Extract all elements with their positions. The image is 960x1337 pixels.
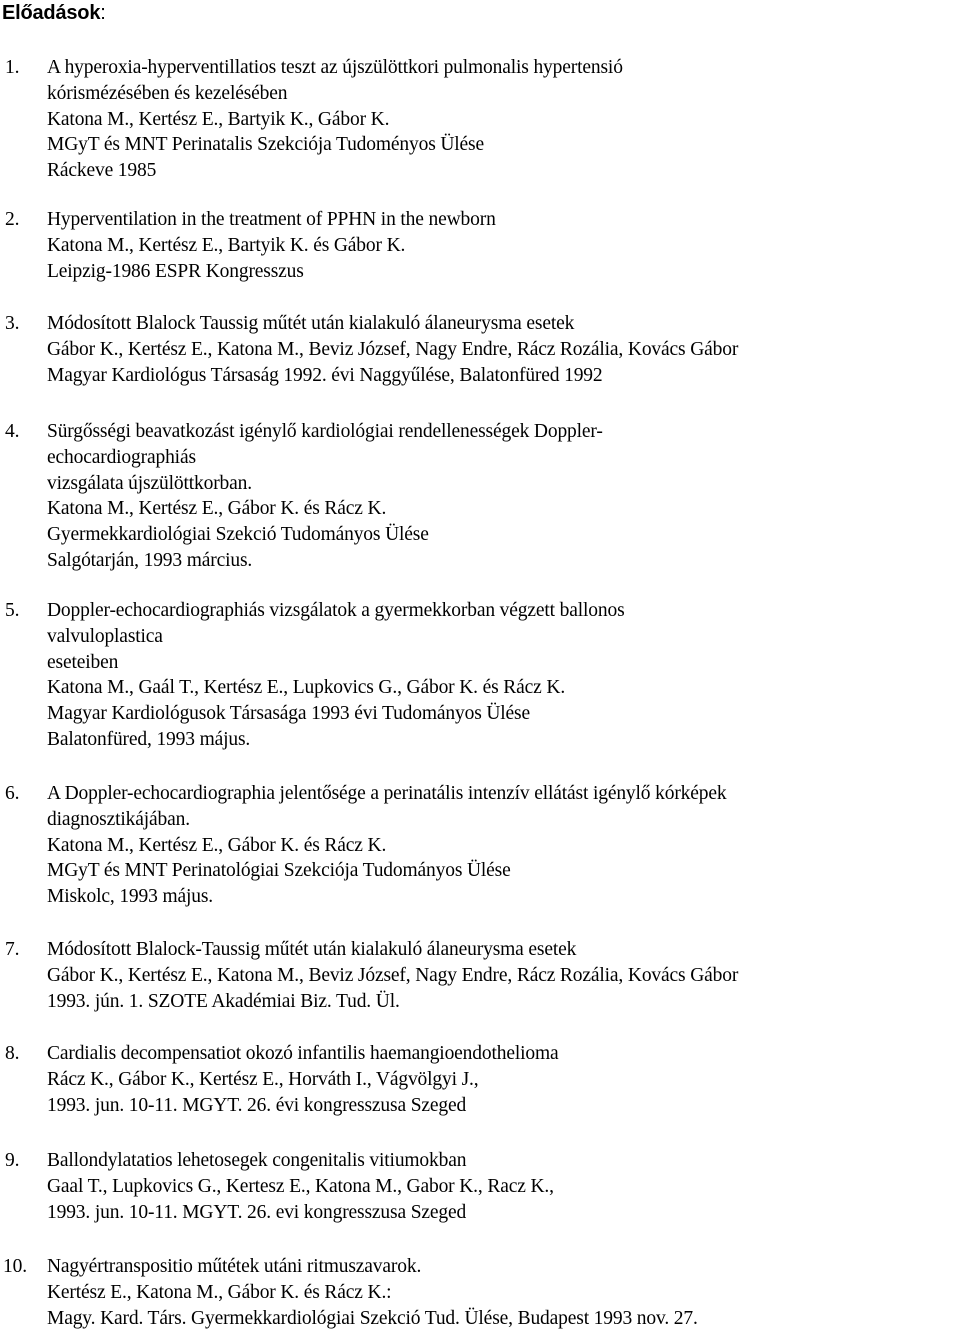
list-item-body: [47, 311, 738, 388]
list-item-number: 7.: [5, 939, 20, 960]
list-item-number: 4.: [5, 421, 20, 442]
list-item-line: MGyT és MNT Perinatalis Szekciója Tudoményos Ülése: [47, 134, 485, 156]
list-item-number: 9.: [5, 1150, 20, 1171]
list-item-number: 2.: [5, 209, 20, 230]
list-item-line: Gyermekkardiológiai Szekció Tudományos Ülése: [47, 524, 429, 546]
list-item-line: Gaal T., Lupkovics G., Kertesz E., Katona M., Gabor K., Racz K.,: [47, 1175, 554, 1197]
list-item-line: Kertész E., Katona M., Gábor K. és Rácz K.:: [47, 1281, 392, 1303]
list-item-line: Magyar Kardiológus Társaság 1992. évi Naggyűlése, Balatonfüred 1992: [47, 364, 603, 386]
list-item-line: Doppler-echocardiographiás vizsgálatok a gyermekkorban végzett ballonos: [47, 600, 625, 621]
list-item-line: Salgótarján, 1993 március.: [47, 549, 253, 571]
list-item-body: [47, 55, 623, 184]
list-item-line: Katona M., Kertész E., Bartyik K. és Gábor K.: [47, 234, 406, 256]
list-item-line: Katona M., Gaál T., Kertész E., Lupkovics G., Gábor K. és Rácz K.: [47, 677, 566, 699]
list-item-body: [47, 1148, 554, 1225]
list-item-line: Magy. Kard. Társ. Gyermekkardiológiai Szekció Tud. Ülése, Budapest 1993 nov. 27.: [47, 1307, 698, 1329]
list-item-line: Módosított Blalock Taussig műtét után kialakuló álaneurysma esetek: [47, 313, 575, 334]
list-item-line: Nagyértranspositio műtétek utáni ritmuszavarok.: [47, 1256, 422, 1277]
heading-text: Előadások: [2, 2, 101, 24]
list-item-line: A Doppler-echocardiographia jelentősége a perinatális intenzív ellátást igénylő kórképek: [47, 783, 727, 804]
list-item-line: Hyperventilation in the treatment of PPHN in the newborn: [47, 209, 496, 230]
list-item-number: 8.: [5, 1043, 20, 1064]
list-item-body: [47, 207, 496, 284]
list-item-line: Magyar Kardiológusok Társasága 1993 évi Tudományos Ülése: [47, 703, 531, 725]
list-item-number: 10.: [3, 1256, 27, 1277]
list-item-number: 1.: [5, 57, 20, 78]
list-item-line: Rácz K., Gábor K., Kertész E., Horváth I., Vágvölgyi J.,: [47, 1068, 479, 1090]
list-item-line: vizsgálata újszülöttkorban.: [47, 472, 252, 494]
section-heading: [2, 0, 106, 26]
list-item-line: Módosított Blalock-Taussig műtét után kialakuló álaneurysma esetek: [47, 939, 577, 960]
list-item-line: Katona M., Kertész E., Bartyik K., Gábor K.: [47, 108, 390, 130]
list-item-line: Balatonfüred, 1993 május.: [47, 728, 251, 750]
list-item-number: 5.: [5, 600, 20, 621]
list-item-line: Katona M., Kertész E., Gábor K. és Rácz K.: [47, 498, 387, 520]
heading-colon: :: [100, 2, 106, 24]
list-item-line: diagnosztikájában.: [47, 808, 190, 830]
list-item-body: [47, 419, 603, 574]
list-item-line: Gábor K., Kertész E., Katona M., Beviz József, Nagy Endre, Rácz Rozália, Kovács Gábor: [47, 964, 739, 986]
list-item-number: 3.: [5, 313, 20, 334]
list-item-line: Miskolc, 1993 május.: [47, 886, 213, 908]
list-item-line: kórismézésében és kezelésében: [47, 82, 288, 104]
list-item-line: valvuloplastica: [47, 625, 163, 647]
list-item-line: A hyperoxia-hyperventillatios teszt az újszülöttkori pulmonalis hypertensió: [47, 57, 623, 78]
list-item-line: 1993. jun. 10-11. MGYT. 26. évi kongresszusa Szeged: [47, 1094, 467, 1116]
list-item-body: [47, 1254, 698, 1331]
list-item-line: Sürgősségi beavatkozást igénylő kardiológiai rendellenességek Doppler-: [47, 421, 603, 442]
list-item-line: 1993. jun. 10-11. MGYT. 26. evi kongresszusa Szeged: [47, 1201, 467, 1223]
list-item-line: Ráckeve 1985: [47, 160, 157, 182]
list-item-body: [47, 937, 738, 1014]
list-item-line: MGyT és MNT Perinatológiai Szekciója Tudományos Ülése: [47, 860, 511, 882]
list-item-line: Gábor K., Kertész E., Katona M., Beviz József, Nagy Endre, Rácz Rozália, Kovács Gábor: [47, 338, 739, 360]
list-item-line: eseteiben: [47, 651, 119, 673]
list-item-body: [47, 1041, 559, 1118]
list-item-line: Ballondylatatios lehetosegek congenitalis vitiumokban: [47, 1150, 467, 1171]
list-item-line: Katona M., Kertész E., Gábor K. és Rácz K.: [47, 834, 387, 856]
list-item-line: Cardialis decompensatiot okozó infantilis haemangioendothelioma: [47, 1043, 559, 1064]
list-item-body: [47, 598, 625, 753]
list-item-body: [47, 781, 726, 910]
list-item-line: echocardiographiás: [47, 446, 196, 468]
list-item-line: 1993. jún. 1. SZOTE Akadémiai Biz. Tud. Ül.: [47, 990, 400, 1012]
list-item-line: Leipzig-1986 ESPR Kongresszus: [47, 260, 304, 282]
list-item-number: 6.: [5, 783, 20, 804]
